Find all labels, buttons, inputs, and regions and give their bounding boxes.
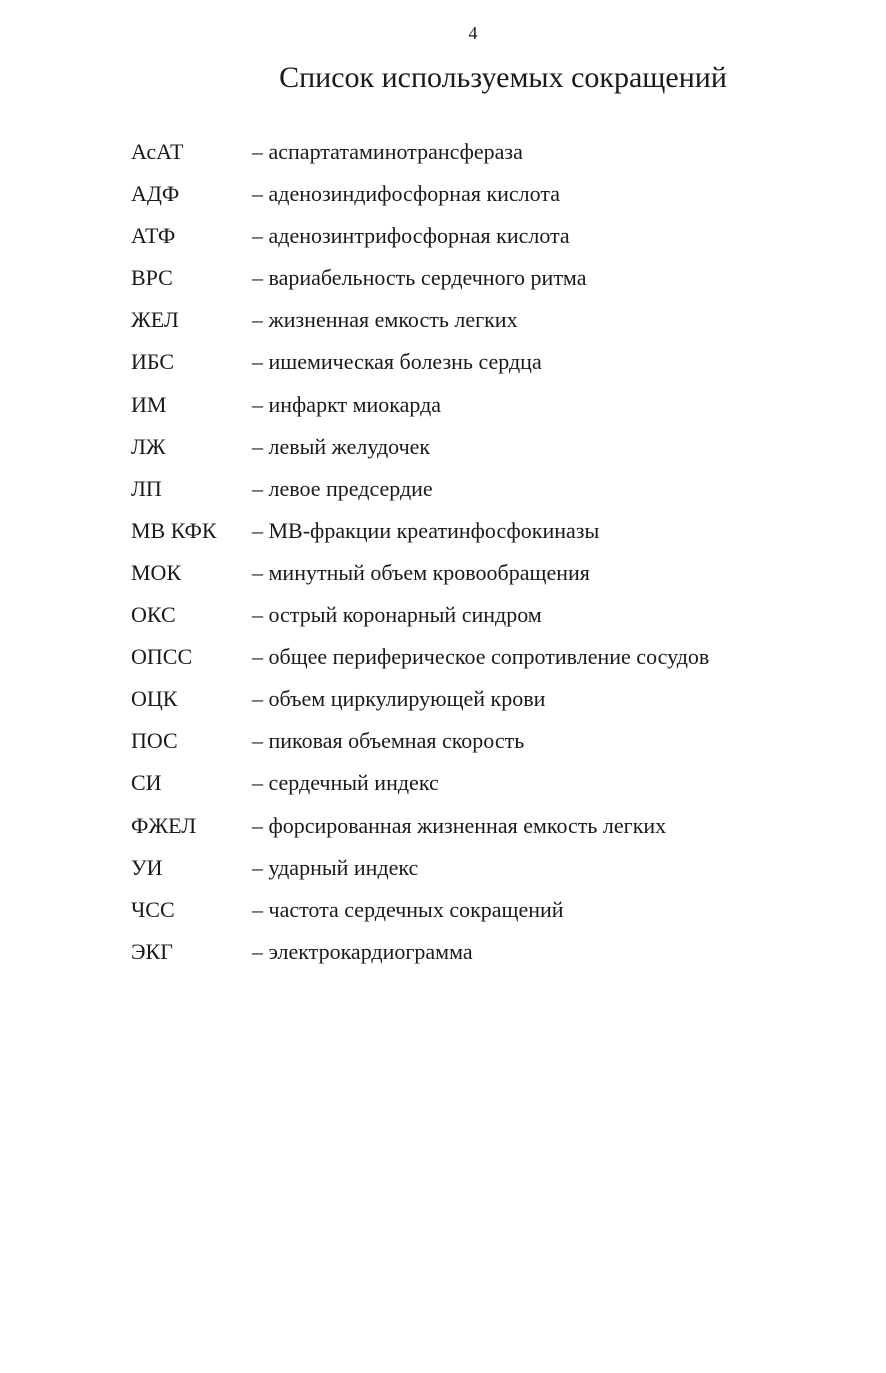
abbreviation-definition: – аденозиндифосфорная кислота [252,181,561,207]
abbreviation-row [131,935,831,977]
abbreviation-definition: – левое предсердие [252,475,433,501]
abbreviation-row [131,219,831,261]
abbreviation-term: ЖЕЛ [131,307,179,333]
abbreviation-definition: – острый коронарный синдром [252,602,542,628]
abbreviation-term: ЛП [131,475,162,501]
abbreviation-term: АТФ [131,223,176,249]
abbreviation-definition: – общее периферическое сопротивление сосудов [252,644,710,670]
abbreviation-definition: – минутный объем кровообращения [252,559,590,585]
abbreviation-term: ЭКГ [131,938,173,964]
abbreviation-term: ФЖЕЛ [131,812,197,838]
abbreviation-definition: – ударный индекс [252,854,419,880]
abbreviation-definition: – аспартатаминотрансфераза [252,139,523,164]
abbreviation-row [131,430,831,472]
abbreviation-term: ОКС [131,602,176,628]
abbreviation-term: ОЦК [131,686,178,712]
abbreviation-definition: – жизненная емкость легких [252,307,518,333]
abbreviation-row [131,724,831,766]
abbreviation-definition: – объем циркулирующей крови [252,686,546,712]
abbreviation-row [131,345,831,387]
abbreviation-term: ВРС [131,265,173,291]
abbreviation-row [131,177,831,219]
abbreviation-row [131,893,831,935]
abbreviation-term: ОПСС [131,644,193,670]
abbreviation-row [131,472,831,514]
abbreviation-term: ЛЖ [131,433,166,459]
abbreviation-definition: – пиковая объемная скорость [252,728,525,754]
abbreviation-row [131,556,831,598]
abbreviation-row [131,851,831,893]
abbreviation-term: СИ [131,770,162,796]
abbreviation-definition: – форсированная жизненная емкость легких [252,812,667,838]
abbreviation-definition: – частота сердечных сокращений [252,896,564,922]
abbreviation-row [131,682,831,724]
abbreviation-list [131,135,831,977]
abbreviation-definition: – сердечный индекс [252,770,439,796]
abbreviation-row [131,809,831,851]
abbreviation-definition: – аденозинтрифосфорная кислота [252,223,570,249]
abbreviation-row [131,303,831,345]
abbreviation-term: ПОС [131,728,178,754]
abbreviation-row [131,388,831,430]
abbreviation-definition: – ишемическая болезнь сердца [252,349,542,375]
abbreviation-term: ИМ [131,391,167,417]
abbreviation-row [131,640,831,682]
abbreviation-definition: – левый желудочек [252,433,431,459]
abbreviation-definition: – электрокардиограмма [252,938,473,964]
page-number: 4 [468,23,478,43]
abbreviation-term: ИБС [131,349,175,375]
abbreviation-row [131,598,831,640]
page-title: Список используемых сокращений [279,61,727,94]
abbreviation-term: АДФ [131,181,180,207]
abbreviation-term: МОК [131,559,182,585]
abbreviation-row [131,261,831,303]
abbreviation-row [131,514,831,556]
abbreviation-term: АсАТ [131,139,184,164]
abbreviation-definition: – вариабельность сердечного ритма [252,265,587,291]
abbreviation-term: МВ КФК [131,517,217,543]
abbreviation-term: ЧСС [131,896,175,922]
abbreviation-row [131,766,831,808]
abbreviation-term: УИ [131,854,163,880]
abbreviation-definition: – инфаркт миокарда [252,391,442,417]
abbreviation-definition: – МВ-фракции креатинфосфокиназы [252,517,600,543]
abbreviation-row [131,135,831,177]
